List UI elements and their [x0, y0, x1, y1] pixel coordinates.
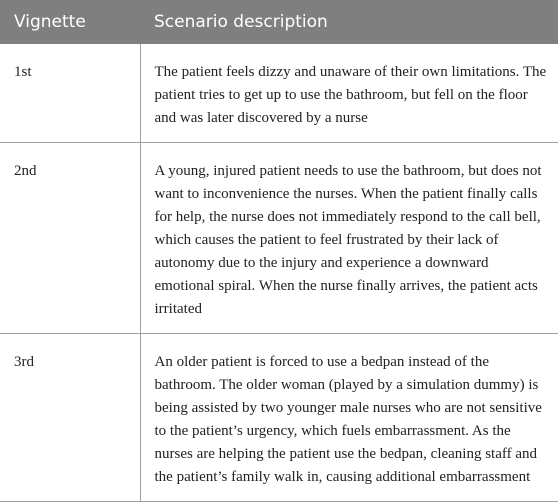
table-row — [0, 334, 558, 502]
table-body — [0, 44, 558, 502]
description-cell: An older patient is forced to use a bedpan instead of the bathroom. The older woman (played by a simulation dummy) is being assisted by two younger male nurses who are not sensitive to the patient’s urgency, which fuels embarrassment. As the nurses are helping the patient use the bedpan, cleaning staff and the patient’s family walk in, causing additional embarrassment — [140, 334, 558, 502]
column-header-vignette: Vignette — [0, 0, 140, 44]
description-cell: A young, injured patient needs to use the bathroom, but does not want to inconvenience the nurses. When the patient finally calls for help, the nurse does not immediately respond to the call bell, which causes the patient to feel frustrated by their lack of autonomy due to the injury and experience a downward emotional spiral. When the nurse finally arrives, the patient acts irritated — [140, 143, 558, 334]
table-row — [0, 44, 558, 143]
vignette-cell: 2nd — [0, 143, 140, 334]
table-row — [0, 143, 558, 334]
description-cell: The patient feels dizzy and unaware of their own limitations. The patient tries to get up to use the bathroom, but fell on the floor and was later discovered by a nurse — [140, 44, 558, 143]
table-header — [0, 0, 558, 44]
header-row — [0, 0, 558, 44]
vignette-cell: 1st — [0, 44, 140, 143]
column-header-scenario-description: Scenario description — [140, 0, 558, 44]
vignette-cell: 3rd — [0, 334, 140, 502]
